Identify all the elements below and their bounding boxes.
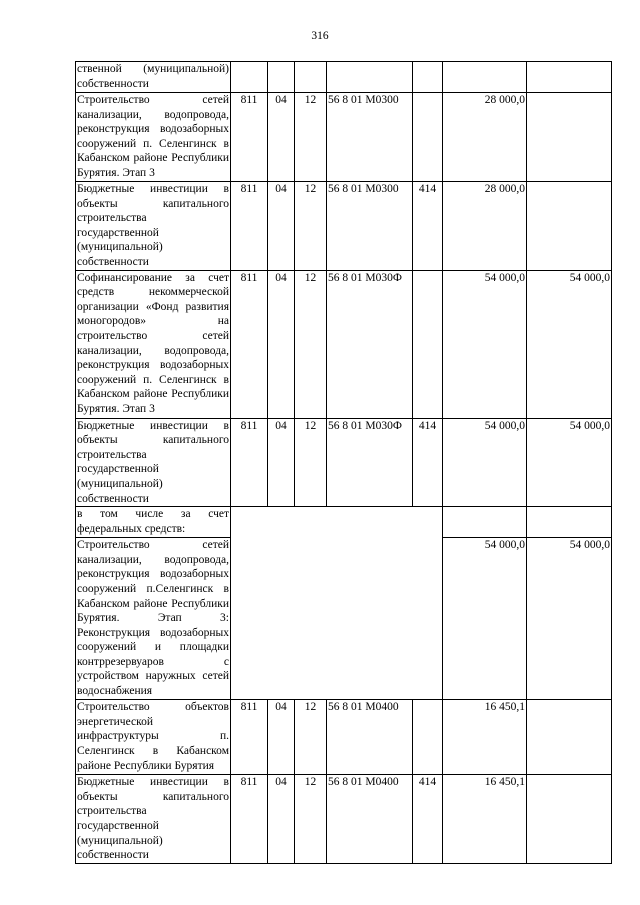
cell-sum-1: 28 000,0 xyxy=(443,93,527,182)
cell-sum-2 xyxy=(527,507,612,538)
table-row xyxy=(76,418,612,507)
cell-vr: 414 xyxy=(413,418,443,507)
cell-vr xyxy=(413,62,443,93)
cell-glava: 811 xyxy=(231,775,268,864)
table-row xyxy=(76,93,612,182)
row-name: Бюджетные инвестиции в объекты капитального строительства государственной (муниципальной) собственности xyxy=(76,182,231,271)
cell-glava xyxy=(231,62,268,93)
cell-rz: 04 xyxy=(268,775,295,864)
cell-vr xyxy=(413,270,443,418)
table-row xyxy=(76,700,612,775)
cell-sum-1: 16 450,1 xyxy=(443,775,527,864)
cell-sum-2 xyxy=(527,182,612,271)
cell-vr: 414 xyxy=(413,182,443,271)
cell-rz: 04 xyxy=(268,700,295,775)
cell-csr: 56 8 01 М030Ф xyxy=(327,418,413,507)
budget-table xyxy=(75,61,612,864)
cell-glava: 811 xyxy=(231,270,268,418)
cell-pr: 12 xyxy=(295,270,327,418)
row-name: Бюджетные инвестиции в объекты капитального строительства государственной (муниципальной) собственности xyxy=(76,775,231,864)
cell-csr: 56 8 01 М0400 xyxy=(327,700,413,775)
cell-sum-1 xyxy=(443,507,527,538)
cell-pr: 12 xyxy=(295,182,327,271)
cell-pr: 12 xyxy=(295,93,327,182)
cell-csr: 56 8 01 М0400 xyxy=(327,775,413,864)
cell-vr: 414 xyxy=(413,775,443,864)
cell-pr: 12 xyxy=(295,775,327,864)
cell-rz xyxy=(268,62,295,93)
cell-sum-1: 28 000,0 xyxy=(443,182,527,271)
cell-sum-2 xyxy=(527,775,612,864)
cell-csr: 56 8 01 М0300 xyxy=(327,93,413,182)
cell-sum-2 xyxy=(527,93,612,182)
cell-sum-1 xyxy=(443,62,527,93)
cell-glava: 811 xyxy=(231,93,268,182)
row-name: ственной (муниципальной) собственности xyxy=(76,62,231,93)
cell-pr: 12 xyxy=(295,418,327,507)
row-name: Строительство объектов энергетической инфраструктуры п. Селенгинск в Кабанском районе Республики Бурятия xyxy=(76,700,231,775)
cell-sum-1: 16 450,1 xyxy=(443,700,527,775)
cell-sum-1: 54 000,0 xyxy=(443,538,527,700)
cell-vr xyxy=(413,93,443,182)
cell-csr xyxy=(327,62,413,93)
cell-sum-2: 54 000,0 xyxy=(527,418,612,507)
cell-csr: 56 8 01 М030Ф xyxy=(327,270,413,418)
table-row xyxy=(76,507,612,538)
page-number: 316 xyxy=(311,30,329,42)
cell-csr: 56 8 01 М0300 xyxy=(327,182,413,271)
cell-glava: 811 xyxy=(231,182,268,271)
cell-rz: 04 xyxy=(268,182,295,271)
cell-pr: 12 xyxy=(295,700,327,775)
cell-sum-1: 54 000,0 xyxy=(443,418,527,507)
cell-sum-2 xyxy=(527,700,612,775)
table-row xyxy=(76,62,612,93)
cell-sum-2: 54 000,0 xyxy=(527,270,612,418)
cell-sum-2: 54 000,0 xyxy=(527,538,612,700)
row-name: Строительство сетей канализации, водопровода, реконструкция водозаборных сооружений п. Селенгинск в Кабанском районе Республики Бурятия. Этап 3 xyxy=(76,93,231,182)
table-row xyxy=(76,775,612,864)
row-name: в том числе за счет федеральных средств: xyxy=(76,507,231,538)
cell-rz: 04 xyxy=(268,418,295,507)
cell-sum-1: 54 000,0 xyxy=(443,270,527,418)
row-name: Софинансирование за счет средств некоммерческой организации «Фонд развития моногородов» на строительство сетей канализации, водопровода, реконструкция водозаборных сооружений п. Селенгинск в Кабанском районе Республики Бурятия. Этап 3 xyxy=(76,270,231,418)
table-row xyxy=(76,270,612,418)
cell-pr xyxy=(295,62,327,93)
cell-rz: 04 xyxy=(268,93,295,182)
cell-vr xyxy=(413,700,443,775)
cell-rz: 04 xyxy=(268,270,295,418)
row-name: Строительство сетей канализации, водопровода, реконструкция водозаборных сооружений п.Селенгинск в Кабанском районе Республики Бурятия. Этап 3: Реконструкция водозаборных сооружений и площадки контррезервуаров с устройством наружных сетей водоснабжения xyxy=(76,538,231,700)
cell-glava: 811 xyxy=(231,418,268,507)
cell-sum-2 xyxy=(527,62,612,93)
merged-empty-cell xyxy=(231,507,443,700)
cell-glava: 811 xyxy=(231,700,268,775)
row-name: Бюджетные инвестиции в объекты капитального строительства государственной (муниципальной) собственности xyxy=(76,418,231,507)
table-row xyxy=(76,182,612,271)
